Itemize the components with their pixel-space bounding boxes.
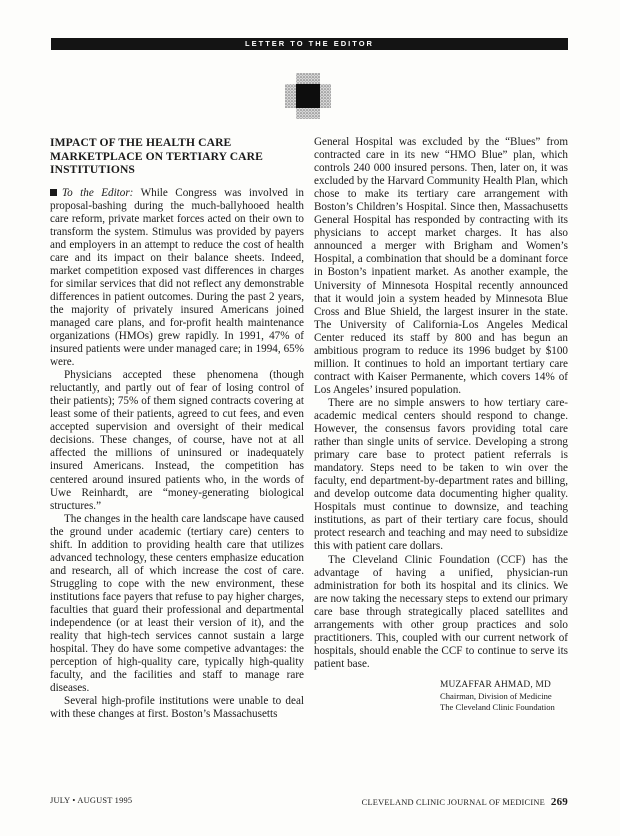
article-column-left — [50, 136, 304, 721]
paragraph-4-continued: General Hospital was excluded by the “Blues” from contracted care in its new “HMO Blue” plan, which controls 240 000 insured persons. Then, later on, it was excluded by the Harvard Community Health Plan, which chose to make its tertiary care arrangement with Boston’s Children’s Hospital. Since then, Massachusetts General Hospital has responded by contracting with its physicians to accept market charges. It has also announced a merger with Brigham and Women’s Hospital, a combination that should be a dominant force in Boston’s inpatient market. As another example, the University of Minnesota Hospital recently announced that it would join a system headed by Minnesota Blue Cross and Blue Shield, the largest insurer in the state. The University of California-Los Angeles Medical Center reduced its staff by 800 and has begun an ambitious program to reduce its 1996 budget by $100 million. It continues to hold an important tertiary care contract with Kaiser Permanente, which covers 14% of Los Angeles’ insured population. — [314, 136, 568, 396]
footer-journal — [362, 796, 568, 808]
salutation: To the Editor: — [62, 186, 134, 199]
journal-name: CLEVELAND CLINIC JOURNAL OF MEDICINE — [361, 798, 545, 807]
paragraph-5: There are no simple answers to how tertiary care-academic medical centers should respond to change. However, the consensus favors providing total care rather than single units of service. Developing a strong primary care base to protect patient referrals is mandatory. Steps need to be taken to win over the faculty, end department-by-department rates and billing, and develop outcome data documenting higher quality. Hospitals must continue to downsize, and teaching institutions, as part of their tertiary care focus, should protect research and teaching and may need to subsidize this with patient care dollars. — [314, 396, 568, 553]
author-name: MUZAFFAR AHMAD, MD — [440, 679, 551, 690]
section-banner: LETTER TO THE EDITOR — [51, 38, 568, 50]
paragraph-3: The changes in the health care landscape have caused the ground under academic (tertiary care) centers to shift. In addition to providing health care that utilizes advanced technology, these centers emphasize education and research, all of which increase the cost of care. Struggling to cope with the new environment, these institutions face payers that refuse to pay higher charges, faculties that guard their professional and departmental independence (or at least their version of it), and the reality that high-tech services cannot sustain a large hospital. They do have some competive advantages: the perception of high-quality care, typically high-quality faculty, and the facilities and staff to manage rare diseases. — [50, 512, 304, 695]
paragraph-4: Several high-profile institutions were unable to deal with these changes at first. Boston’s Massachusetts — [50, 695, 304, 721]
signature-block — [440, 679, 568, 713]
paragraph-1-text: While Congress was involved in proposal-bashing during the much-ballyhooed health care reform, private market forces acted on their own to transform the system. Stimulus was provided by payers and employers in an attempt to reduce the cost of health care and its impact on their balance sheets. Indeed, market competition exposed vast differences in charges for similar services that did not reflect any demonstrable differences in patient outcomes. During the past 2 years, the majority of privately insured Americans joined managed care plans, and for-profit health maintenance organizations (HMOs) grew rapidly. In 1991, 47% of insured patients were under managed care; in 1994, 65% were. — [50, 186, 304, 369]
paragraph-2: Physicians accepted these phenomena (though reluctantly, and partly out of fear of losing control of their patients); 75% of them signed contracts covering at least some of their patients, agreed to cut fees, and even accepted supervision and oversight of their medical decisions. These changes, of course, have not at all affected the millions of uninsured or inadequately insured Americans. Instead, the competition has centered around insured patients who, in the words of Uwe Reinhardt, are “money-generating biological structures.” — [50, 369, 304, 512]
author-organization: The Cleveland Clinic Foundation — [440, 701, 555, 712]
bullet-icon — [50, 189, 57, 196]
author-title: Chairman, Division of Medicine — [440, 690, 552, 701]
journal-logo-icon — [285, 73, 331, 119]
paragraph-1 — [50, 187, 304, 370]
page-number: 269 — [550, 796, 568, 808]
article-title: IMPACT OF THE HEALTH CARE MARKETPLACE ON TERTIARY CARE INSTITUTIONS — [50, 136, 263, 176]
paragraph-6: The Cleveland Clinic Foundation (CCF) has the advantage of having a unified, physician-run administration for both its hospital and its clinics. We are now taking the necessary steps to extend our primary care base through strategically placed satellites and arrangements with other group practices and solo practitioners. This, coupled with our current network of hospitals, should enable the CCF to continue to serve its patient base. — [314, 553, 568, 670]
article-column-right — [314, 136, 568, 713]
footer-date: JULY • AUGUST 1995 — [50, 796, 133, 805]
